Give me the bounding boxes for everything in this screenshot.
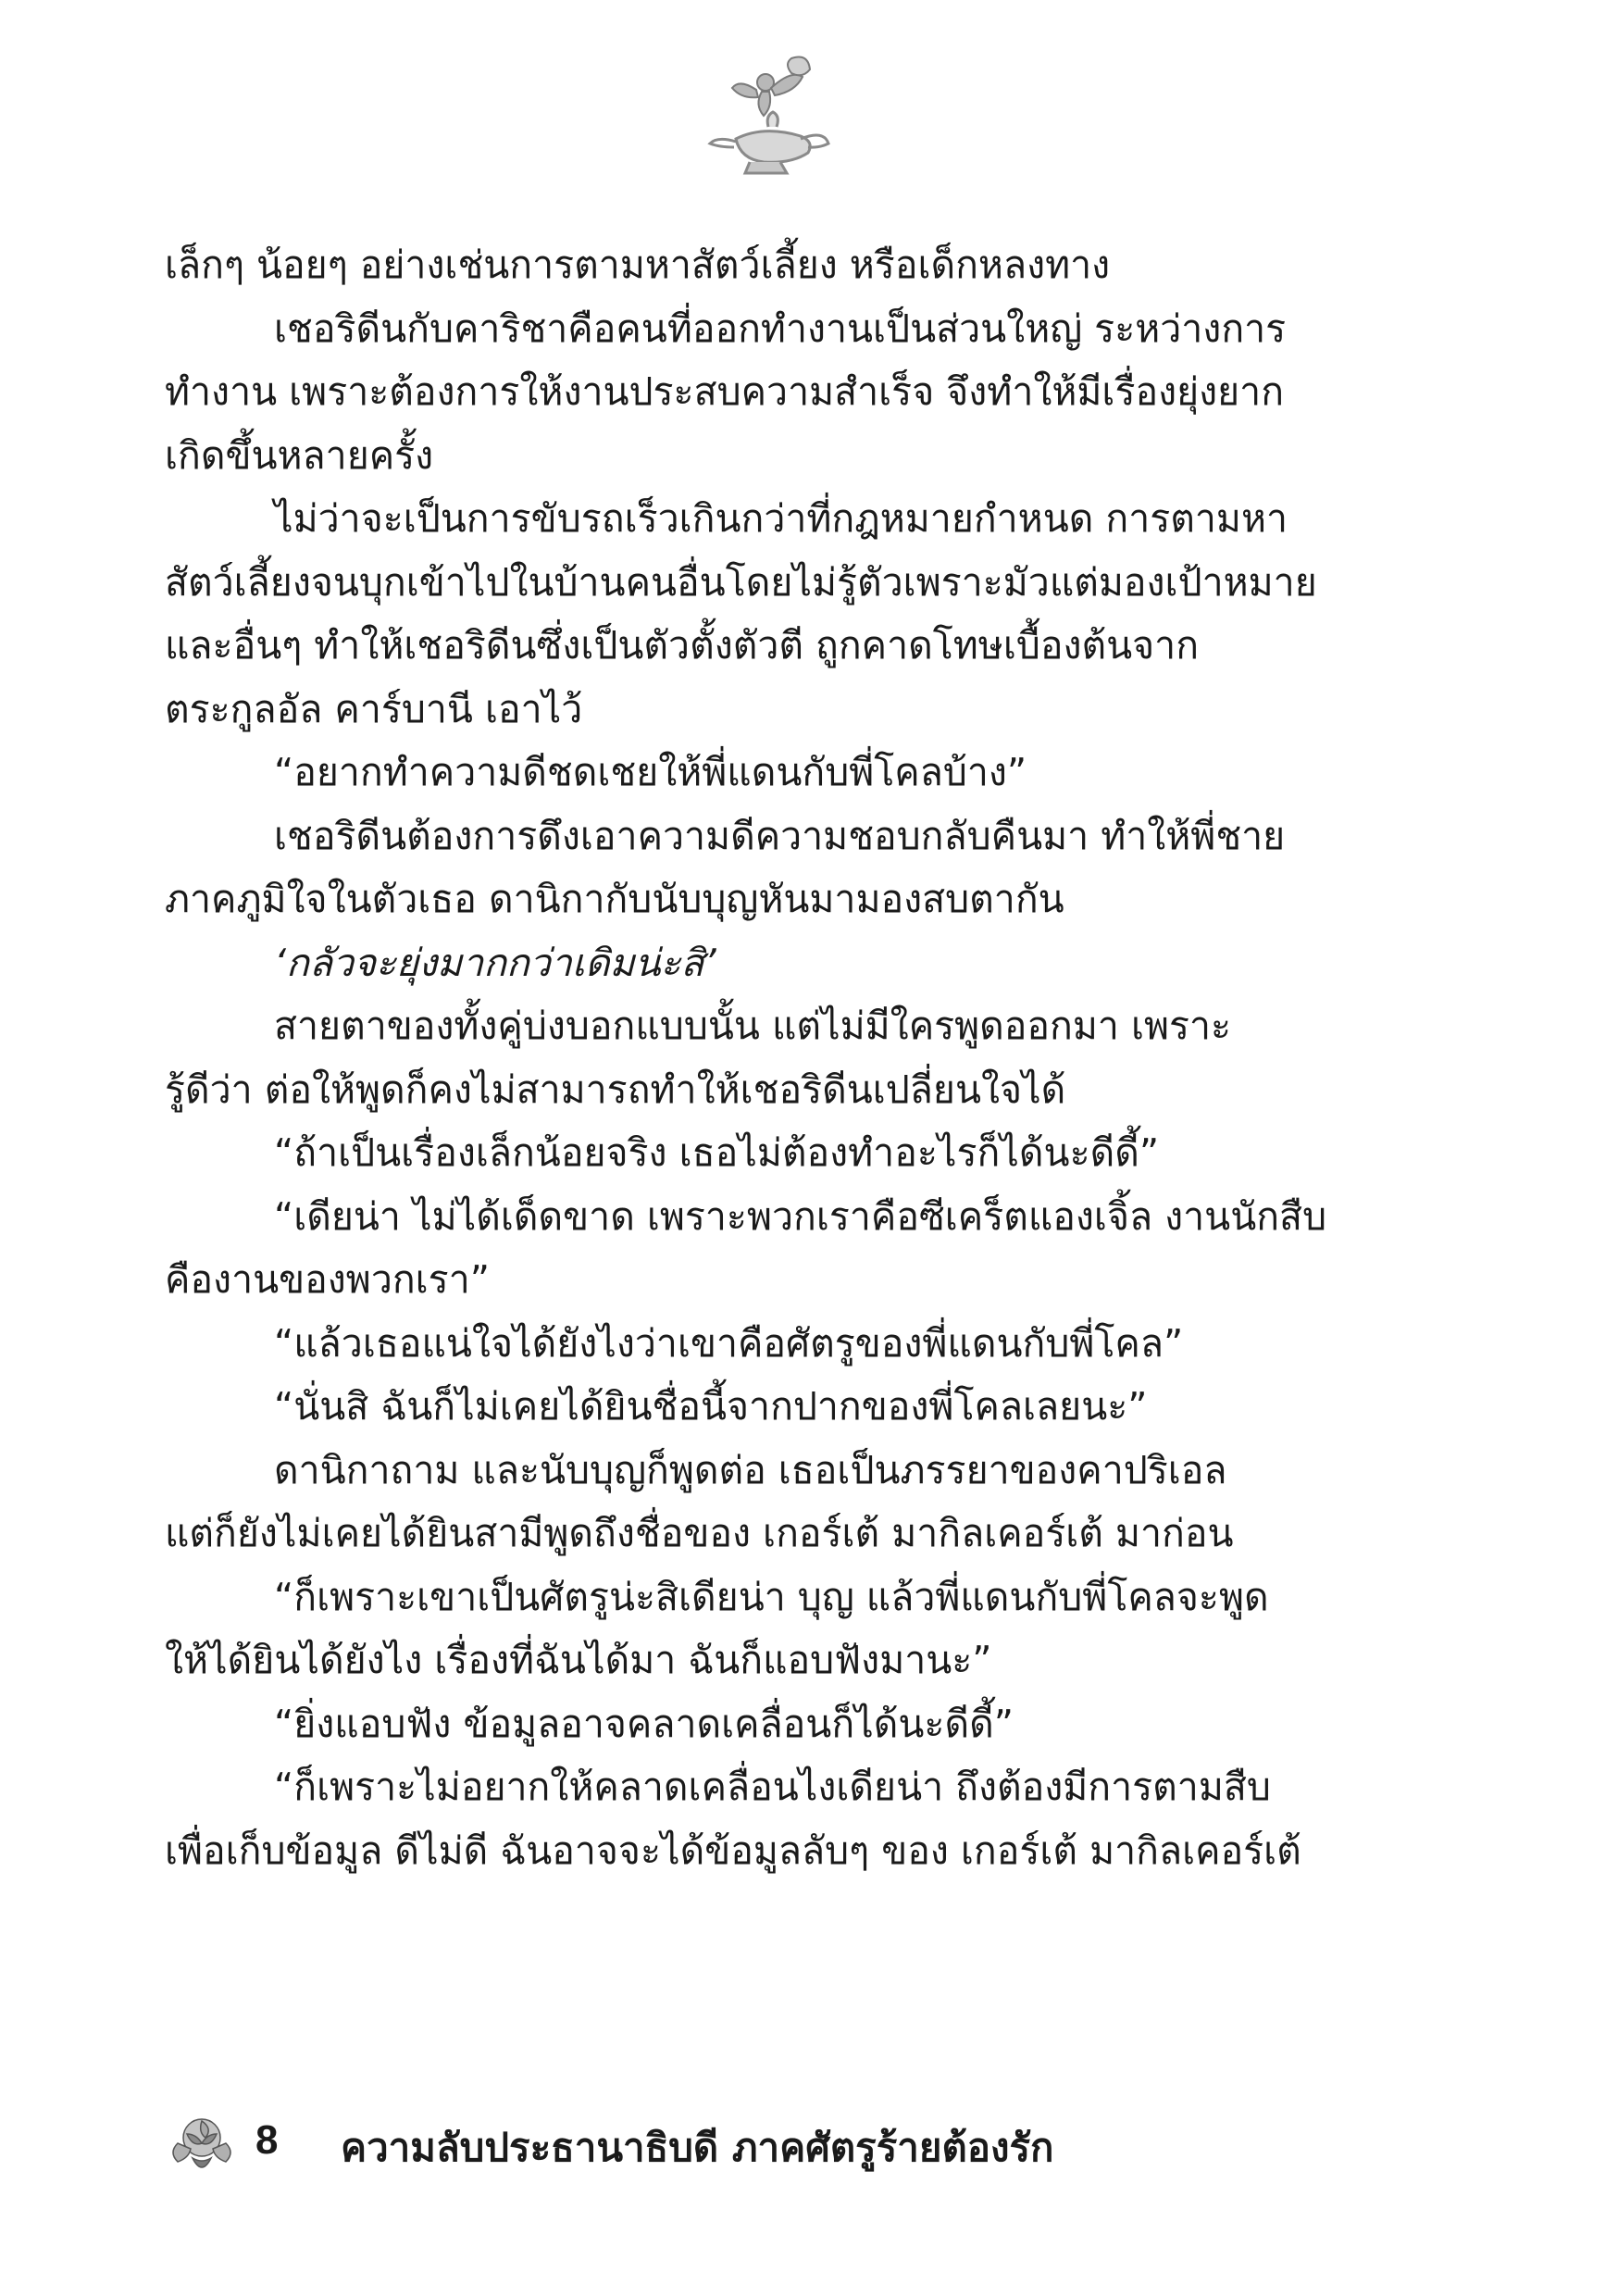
magic-lamp-angel-icon <box>699 51 838 181</box>
book-title: ความลับประธานาธิบดี ภาคศัตรูร้ายต้องรัก <box>341 2125 1054 2170</box>
text-line: ไม่ว่าจะเป็นการขับรถเร็วเกินกว่าที่กฎหมายกำหนด การตามหา <box>274 496 1288 541</box>
text-line: รู้ดีว่า ต่อให้พูดก็คงไม่สามารถทำให้เชอริดีนเปลี่ยนใจได้ <box>165 1067 1066 1112</box>
body-text <box>165 233 1359 1882</box>
text-line: “ถ้าเป็นเรื่องเล็กน้อยจริง เธอไม่ต้องทำอะไรก็ได้นะดีดี้” <box>274 1130 1160 1175</box>
text-line: เชอริดีนกับคาริชาคือคนที่ออกทำงานเป็นส่วนใหญ่ ระหว่างการ <box>274 306 1287 351</box>
text-line: “นั่นสิ ฉันก็ไม่เคยได้ยินชื่อนี้จากปากของพี่โคลเลยนะ” <box>274 1384 1148 1429</box>
text-line: เล็กๆ น้อยๆ อย่างเช่นการตามหาสัตว์เลี้ยง หรือเด็กหลงทาง <box>165 243 1111 287</box>
text-line: “ยิ่งแอบฟัง ข้อมูลอาจคลาดเคลื่อนก็ได้นะดีดี้” <box>274 1701 1014 1746</box>
text-line: เกิดขึ้นหลายครั้ง <box>165 432 434 478</box>
text-line: เชอริดีนต้องการดึงเอาความดีความชอบกลับคืนมา ทำให้พี่ชาย <box>274 813 1286 858</box>
text-line: “อยากทำความดีชดเชยให้พี่แดนกับพี่โคลบ้าง” <box>274 750 1027 794</box>
text-line: เพื่อเก็บข้อมูล ดีไม่ดี ฉันอาจจะได้ข้อมูลลับๆ ของ เกอร์เต้ มากิลเคอร์เต้ <box>165 1828 1301 1873</box>
rose-flower-icon <box>165 2106 239 2180</box>
text-line: แต่ก็ยังไม่เคยได้ยินสามีพูดถึงชื่อของ เกอร์เต้ มากิลเคอร์เต้ มาก่อน <box>165 1511 1234 1555</box>
text-line: ทำงาน เพราะต้องการให้งานประสบความสำเร็จ จึงทำให้มีเรื่องยุ่งยาก <box>165 369 1285 414</box>
text-line: “แล้วเธอแน่ใจได้ยังไงว่าเขาคือศัตรูของพี่แดนกับพี่โคล” <box>274 1320 1184 1366</box>
page-footer <box>165 2106 1368 2180</box>
text-line: “ก็เพราะไม่อยากให้คลาดเคลื่อนไงเดียน่า ถึงต้องมีการตามสืบ <box>274 1765 1271 1809</box>
text-line: ตระกูลอัล คาร์บานี เอาไว้ <box>165 686 583 731</box>
text-line: ภาคภูมิใจในตัวเธอ ดานิกากับนับบุญหันมามองสบตากัน <box>165 877 1064 921</box>
text-line: “ก็เพราะเขาเป็นศัตรูน่ะสิเดียน่า บุญ แล้วพี่แดนกับพี่โคลจะพูด <box>274 1574 1269 1619</box>
text-line: และอื่นๆ ทำให้เชอริดีนซึ่งเป็นตัวตั้งตัวตี ถูกคาดโทษเบื้องต้นจาก <box>165 623 1200 668</box>
text-line: ดานิกาถาม และนับบุญก็พูดต่อ เธอเป็นภรรยาของคาปริเอล <box>274 1447 1227 1492</box>
text-line: “เดียน่า ไม่ได้เด็ดขาด เพราะพวกเราคือซีเคร็ตแองเจิ้ล งานนักสืบ <box>274 1193 1327 1239</box>
text-line: ให้ได้ยินได้ยังไง เรื่องที่ฉันได้มา ฉันก็แอบฟังมานะ” <box>165 1638 992 1682</box>
text-line: ‘กลัวจะยุ่งมากกว่าเดิมน่ะสิ’ <box>274 940 716 985</box>
text-line: สัตว์เลี้ยงจนบุกเข้าไปในบ้านคนอื่นโดยไม่รู้ตัวเพราะมัวแต่มองเป้าหมาย <box>165 559 1317 605</box>
text-line: สายตาของทั้งคู่บ่งบอกแบบนั้น แต่ไม่มีใครพูดออกมา เพราะ <box>274 1004 1232 1048</box>
page-number: 8 <box>255 2117 279 2163</box>
text-line: คืองานของพวกเรา” <box>165 1257 490 1302</box>
